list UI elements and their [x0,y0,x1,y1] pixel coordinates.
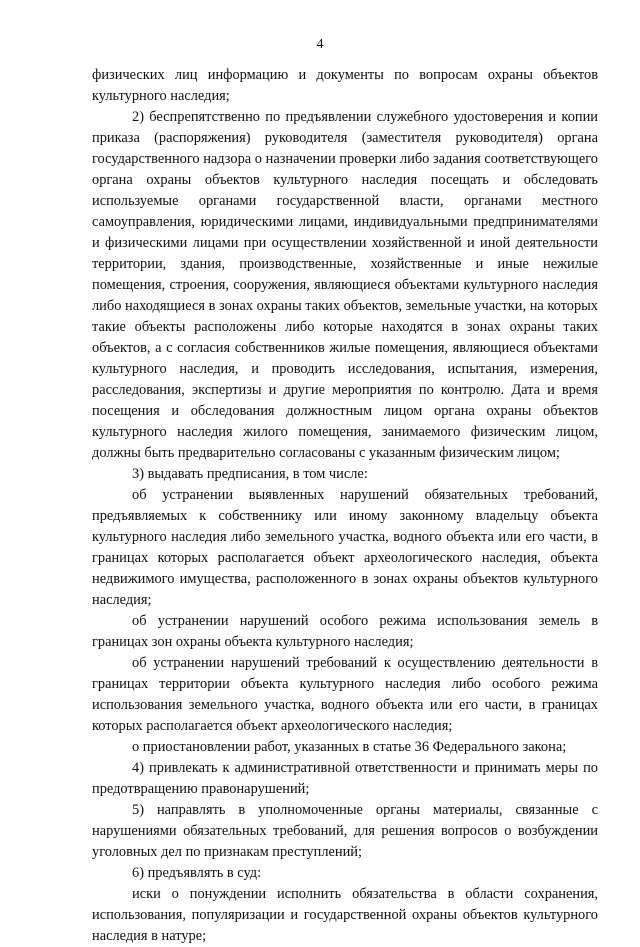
paragraph-prescription-land-regime: об устранении нарушений особого режима использования земель в границах зон охраны объекта культурного наследия; [92,613,598,650]
paragraph-prescription-suspension: о приостановлении работ, указанных в статье 36 Федерального закона; [132,739,567,755]
paragraph-lawsuits: иски о понуждении исполнить обязательства в области сохранения, использования, популяризации и государственной охраны объектов культурного наследия в натуре; [92,886,598,944]
paragraph-continuation: физических лиц информацию и документы по вопросам охраны объектов культурного наследия; [92,67,598,104]
paragraph-prescription-violations: об устранении выявленных нарушений обязательных требований, предъявляемых к собственнику или иному законному владельцу объекта культурного наследия либо земельного участка, водного объекта или его части, в границах которых располагается объект археологического наследия, объекта недвижимого имущества, расположенного в зонах охраны объектов культурного наследия; [92,487,598,608]
paragraph-prescription-territory: об устранении нарушений требований к осуществлению деятельности в границах территории объекта культурного наследия либо особого режима использования земельного участка, водного объекта или его части, в границах которых располагается объект археологического наследия; [92,655,598,734]
paragraph-item-3: 3) выдавать предписания, в том числе: [132,466,368,482]
paragraph-item-5: 5) направлять в уполномоченные органы материалы, связанные с нарушениями обязательных требований, для решения вопросов о возбуждении уголовных дел по признакам преступлений; [92,802,598,860]
paragraph-item-2: 2) беспрепятственно по предъявлении служебного удостоверения и копии приказа (распоряжения) руководителя (заместителя руководителя) органа государственного надзора о назначении проверки либо задания соответствующего органа охраны объектов культурного наследия посещать и обследовать используемые органами государственной власти, органами местного самоуправления, юридическими лицами, индивидуальными предпринимателями и физическими лицами при осуществлении хозяйственной и иной деятельности территории, здания, производственные, хозяйственные и иные нежилые помещения, строения, сооружения, являющиеся объектами культурного наследия либо находящиеся в зонах охраны таких объектов, земельные участки, на которых такие объекты расположены либо которые находятся в зонах охраны таких объектов, а с согласия собственников жилые помещения, являющиеся объектами культурного наследия, и проводить исследования, испытания, измерения, расследования, экспертизы и другие мероприятия по контролю. Дата и время посещения и обследования должностным лицом органа охраны объектов культурного наследия жилого помещения, занимаемого физическим лицом, должны быть предварительно согласованы с указанным физическим лицом; [92,109,599,461]
page-number: 4 [316,37,324,52]
document-body [92,65,598,947]
paragraph-item-6: 6) предъявлять в суд: [132,865,262,881]
paragraph-item-4: 4) привлекать к административной ответственности и принимать меры по предотвращению правонарушений; [92,760,598,797]
